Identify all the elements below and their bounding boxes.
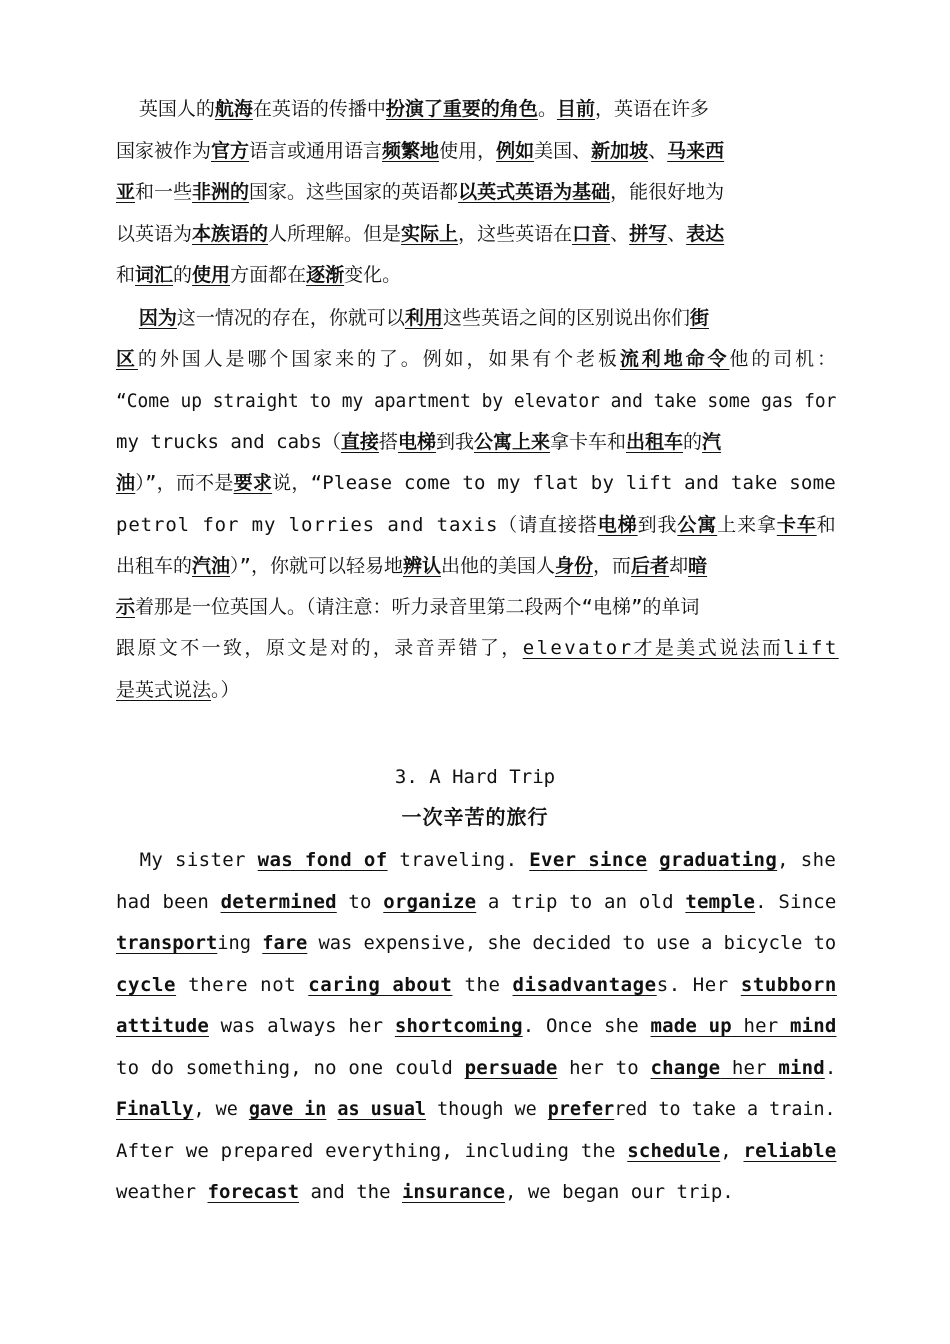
text-run: 人所理解。但是 [268,222,402,245]
key-phrase: 街 [689,307,709,329]
text-run: ，能很好地为 [610,181,725,203]
key-phrase: 以英式英语为基础 [458,181,611,203]
key-phrase: 公寓 [677,513,718,536]
text-run: 却 [669,554,689,577]
key-phrase: mind [789,1015,837,1037]
key-phrase: 目前 [556,98,595,120]
text-line [116,427,721,457]
key-phrase: stubborn [740,973,837,996]
key-phrase: elevator才是美式说法而lift [522,637,839,660]
text-run: . [824,1056,837,1079]
key-phrase: 逐渐 [306,264,345,286]
text-run: ）”，你就可以轻易地 [230,554,403,577]
text-run: 他的司机： [729,348,839,371]
key-phrase: 官方 [211,139,250,162]
text-run: 美国、 [534,139,592,162]
text-run: weather [116,1181,208,1203]
key-phrase: cycle [116,973,177,996]
key-phrase: 新加坡 [591,139,649,162]
key-phrase: attitude [116,1015,209,1037]
text-run: , we [193,1098,249,1120]
text-run: 搭 [378,430,398,453]
text-run: My sister [116,849,258,871]
text-run: s. Her [656,973,741,996]
text-run: 国家。这些国家的英语都 [249,181,459,203]
text-line [116,468,836,498]
text-line [116,177,724,207]
key-phrase: disadvantage [512,973,657,996]
text-run [647,849,659,871]
text-run: After we prepared everything, including the [116,1139,628,1162]
text-run: 变化。 [344,264,402,286]
key-phrase: 汽 [702,430,722,453]
text-run: 说，“Please come to my flat by lift and take some [272,472,836,495]
key-phrase: insurance [401,1181,505,1203]
key-phrase: 航海 [214,98,253,120]
text-line [116,970,837,1000]
text-run: 出租车的 [116,554,193,577]
key-phrase: her [731,1015,790,1037]
text-run: 的 [683,430,703,453]
key-phrase: 马来西 [667,139,725,162]
text-line [116,1053,836,1083]
key-phrase: prefer [547,1098,615,1120]
key-phrase: 电梯 [397,430,436,453]
key-phrase: 后者 [631,554,670,577]
text-run: 和 [816,513,837,536]
key-phrase: Ever since [529,849,648,871]
text-run: ，英语在许多 [594,98,709,120]
key-phrase: Finally [116,1098,194,1120]
key-phrase: 利用 [404,307,443,329]
text-run: 拿卡车和 [549,430,626,453]
text-run: though we [425,1098,548,1120]
text-run: 到我 [637,513,678,536]
key-phrase: 区 [116,348,138,371]
key-phrase: 直接 [340,430,379,453]
key-phrase: 油 [116,472,136,495]
key-phrase: her [720,1056,779,1079]
text-run: . Once she [522,1015,651,1037]
key-phrase: shortcoming [394,1015,523,1037]
text-run: 以英语为 [116,222,193,245]
text-run: 在英语的传播中 [252,98,386,120]
text-run: , [720,1139,744,1162]
text-line [116,303,709,333]
text-run: 英国人的 [116,98,215,120]
key-phrase: made up [650,1015,732,1037]
key-phrase: schedule [627,1139,721,1162]
key-phrase: 扮演了重要的角色 [385,98,538,120]
text-run: ，而 [593,554,632,577]
key-phrase: 表达 [686,222,725,245]
text-run: , she [777,849,837,871]
text-run: 、 [610,222,630,245]
text-run [326,1098,337,1120]
text-line [116,675,240,705]
text-run: ）”，而不是 [135,472,234,495]
key-phrase: change [650,1056,721,1079]
key-phrase: 身份 [555,554,594,577]
key-phrase: gave in [248,1098,327,1120]
text-run: 到我 [435,430,474,453]
text-run: was always her [208,1015,395,1037]
key-phrase: 非洲的 [192,181,250,203]
text-line [116,928,836,958]
text-line [116,260,401,290]
key-phrase: 要求 [233,472,273,495]
text-line [116,887,836,917]
text-line [116,551,707,581]
text-run [116,307,139,329]
text-run: 方面都在 [230,264,307,286]
section-title: 3. A Hard Trip [394,766,556,788]
text-run: 着那是一位英国人。（请注意：听力录音里第二段两个“电梯”的单词 [135,596,700,619]
text-line [116,386,836,416]
key-phrase: 实际上 [401,222,459,245]
key-phrase: 亚 [116,181,136,203]
text-run: 。 [537,98,557,120]
text-run: traveling. [387,849,530,871]
key-phrase: 电梯 [597,513,638,536]
key-phrase: graduating [659,849,778,871]
key-phrase: 辨认 [402,554,441,577]
text-line [116,592,699,622]
key-phrase: 口音 [572,222,611,245]
text-run: 和 [116,264,136,286]
section-title-chinese: 一次辛苦的旅行 [401,805,549,829]
key-phrase: transport [116,932,218,954]
key-phrase: 暗 [688,554,708,577]
text-run: 、 [648,139,668,162]
text-run: 。） [211,678,240,701]
text-run: , we began our trip. [504,1181,734,1203]
text-run: 的 [173,264,193,286]
text-run: 、 [667,222,687,245]
text-run: there not [176,973,309,996]
key-phrase: fare [262,932,308,954]
text-run: ing [217,932,263,954]
text-run: ，这些英语在 [458,222,573,245]
key-phrase: 出租车 [626,430,684,453]
key-phrase: 示 [116,596,136,619]
key-phrase: 公寓上来 [473,430,550,453]
key-phrase: 是英式说法 [116,678,212,701]
text-run: 这一情况的存在，你就可以 [176,307,405,329]
text-run: 这些英语之间的区别说出你们 [442,307,690,329]
text-run: had been [116,890,221,913]
key-phrase: organize [383,890,477,913]
text-run: 出他的美国人 [441,554,556,577]
key-phrase: mind [778,1056,825,1079]
text-run: a trip to an old [476,890,686,913]
key-phrase: 使用 [192,264,231,286]
key-phrase: as usual [337,1098,426,1120]
key-phrase: 卡车 [776,513,817,536]
text-run: 和一些 [135,181,193,203]
text-run: was expensive, she decided to use a bicycle to [307,932,837,954]
text-line [116,1136,836,1166]
key-phrase: determined [220,890,337,913]
key-phrase: caring about [308,973,453,996]
text-run: petrol for my lorries and taxis（请直接搭 [116,513,598,536]
text-run: 的外国人是哪个国家来的了。例如，如果有个老板 [137,348,620,371]
text-run: 国家被作为 [116,139,212,162]
text-run: the [452,973,513,996]
text-run: red to take a train. [614,1098,836,1120]
text-run: 使用， [439,139,497,162]
key-phrase: persuade [464,1056,558,1079]
text-run: to [336,890,384,913]
text-line [116,94,709,124]
text-run: 语言或通用语言 [249,139,383,162]
key-phrase: 本族语的 [192,222,269,245]
key-phrase: was fond of [257,849,388,871]
key-phrase: 例如 [496,139,535,162]
key-phrase: 因为 [138,307,177,329]
key-phrase: reliable [743,1139,837,1162]
text-line [116,510,837,540]
key-phrase: 拼写 [629,222,668,245]
text-run: my trucks and cabs（ [116,430,341,453]
key-phrase: forecast [207,1181,300,1203]
text-line [116,344,839,374]
text-run: and the [299,1181,402,1203]
key-phrase: 词汇 [135,264,174,286]
text-run: . Since [755,890,837,913]
text-line [116,1011,836,1041]
text-line [116,633,839,663]
text-line [116,1177,734,1207]
key-phrase: 流利地命令 [619,348,730,371]
text-run: 跟原文不一致，原文是对的，录音弄错了， [116,637,523,660]
key-phrase: temple [685,890,756,913]
key-phrase: 汽油 [192,554,231,577]
text-line [116,1094,836,1124]
key-phrase: 频繁地 [382,139,440,162]
text-line [116,219,724,249]
text-run: “Come up straight to my apartment by elevator and take some gas for [116,389,837,412]
text-line [116,845,836,875]
text-line [116,136,724,166]
text-run: to do something, no one could [116,1056,465,1079]
text-run: her to [557,1056,651,1079]
text-run: 上来拿 [717,513,777,536]
